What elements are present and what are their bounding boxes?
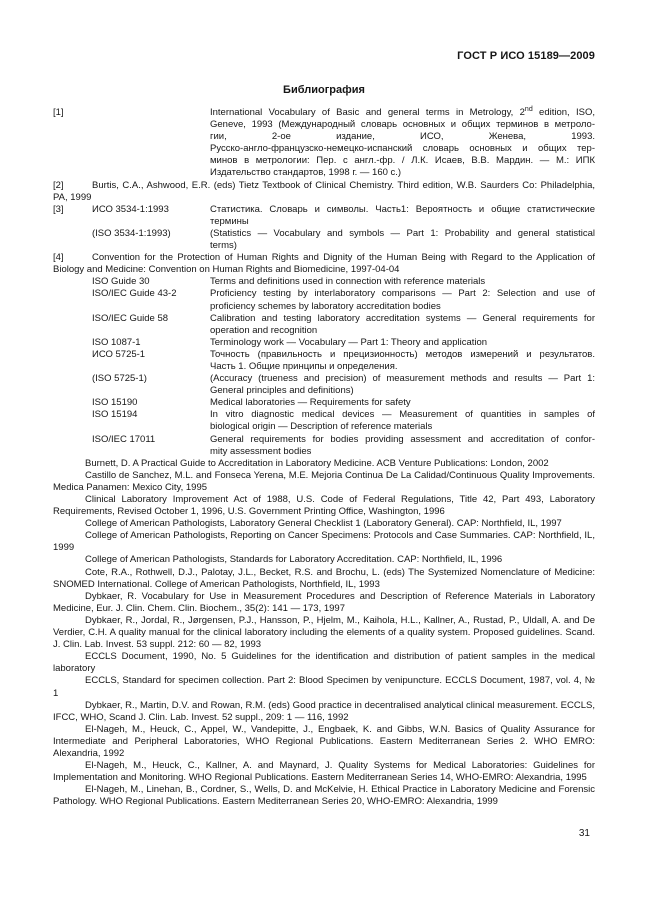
reference-number [53, 409, 92, 433]
reference-paragraph: Dybkaer, R., Jordal, R., Jørgensen, P.J., Hansson, P., Hjelm, M., Kaihola, H.L., Kallner, A., Rustad, P., Uldall, A. and De Verdier, C.H. A quality manual for the clinical laboratory including the elements of a quality system. Proposed guidelines. Scand. J. Clin. Lab. Invest. 53 suppl. 212: 60 — 82, 1993 [53, 614, 595, 651]
reference-description [210, 204, 595, 228]
reference-line: In vitro diagnostic medical devices — Measurement of quantities in samples of [210, 409, 595, 421]
reference-row [53, 107, 595, 180]
reference-code: ИСО 5725-1 [92, 348, 146, 360]
reference-row [53, 434, 595, 458]
reference-paragraph: Cote, R.A., Rothwell, D.J., Palotay, J.L., Becket, R.S. and Brochu, L. (eds) The Systemized Nomenclature of Medicine: SNOMED International. College of American Pathologists, Northfield, IL, 1993 [53, 566, 595, 590]
reference-code: ISO 15190 [92, 397, 138, 409]
reference-row [53, 409, 595, 433]
reference-line: terms) [210, 240, 237, 252]
reference-number: [4] [53, 252, 64, 264]
reference-paragraph: Dybkaer, R. Vocabulary for Use in Measurement Procedures and Description of Reference Materials in Laboratory Medicine, Eur. J. Clin. Chem. Clin. Biochem., 35(2): 141 — 173, 1997 [53, 590, 595, 614]
reference-number [53, 373, 92, 397]
reference-number [53, 397, 92, 409]
reference-line: operation and recognition [210, 324, 318, 336]
reference-line: минов в метрологии: Пер. с англ.-фр. / Л.К. Исаев, В.В. Мардин. — М.: ИПК [210, 155, 595, 167]
bibliography-list [53, 107, 595, 808]
reference-paragraph: Dybkaer, R., Martin, D.V. and Rowan, R.M. (eds) Good practice in decentralised analytical clinical measurement. ECCLS, IFCC, WHO, Scand J. Clin. Lab. Invest. 52 suppl., 209: 1 — 116, 1992 [53, 699, 595, 723]
reference-number [53, 228, 92, 252]
reference-code: ISO 15194 [92, 409, 138, 421]
reference-number: [1] [53, 107, 64, 118]
reference-paragraph: Burnett, D. A Practical Guide to Accreditation in Laboratory Medicine. ACB Venture Publications: London, 2002 [85, 457, 549, 469]
reference-code: ИСО 3534-1:1993 [92, 203, 169, 215]
reference-paragraph: [4] Convention for the Protection of Human Rights and Dignity of the Human Being with Regard to the Application of Biology and Medicine: Convention on Human Rights and Biomedicine, 1997-04-04 [53, 252, 595, 276]
reference-description [210, 434, 595, 458]
reference-number [53, 349, 92, 373]
reference-line: (Statistics — Vocabulary and symbols — Part 1: Probability and general statistical [210, 227, 595, 239]
reference-paragraph: ECCLS, Standard for specimen collection. Part 2: Blood Specimen by venipuncture. ECCLS Document, 1987, vol. 4, № 1 [53, 675, 595, 699]
reference-row [53, 313, 595, 337]
reference-code: ISO/IEC Guide 43-2 [92, 288, 177, 300]
reference-code [92, 107, 210, 180]
reference-description [210, 409, 595, 433]
reference-row [53, 349, 595, 373]
reference-line: biological origin — Description of reference materials [210, 421, 433, 433]
reference-paragraph: El-Nageh, M., Heuck, C., Kallner, A. and Maynard, J. Quality Systems for Medical Laboratories: Guidelines for Implementation and Monitoring. WHO Regional Publications. Eastern Mediterranean Series 14, WHO-EMRO: Alexandria, 1995 [53, 760, 595, 784]
reference-paragraph: Castillo de Sanchez, M.L. and Fonseca Yerena, M.E. Mejoria Continua De La Calidad/Continuous Quality Improvements. Medica Panamen: Mexico City, 1995 [53, 469, 595, 493]
reference-paragraph: El-Nageh, M., Heuck, C., Appel, W., Vandepitte, J., Engbaek, K. and Gibbs, W.N. Basics of Quality Assurance for Intermediate and Peripheral Laboratories, WHO Regional Publications. Eastern Mediterranean Series 2. WHO EMRO: Alexandria, 1992 [53, 723, 595, 759]
reference-number [53, 337, 92, 349]
superscript-text: nd [524, 105, 533, 113]
reference-line: Часть 1. Общие принципы и определения. [210, 360, 398, 372]
reference-paragraph: College of American Pathologists, Reporting on Cancer Specimens: Protocols and Case Summaries. CAP: Northfield, IL, 1999 [53, 530, 595, 554]
reference-description [210, 337, 595, 349]
reference-row [53, 288, 595, 312]
reference-code: (ISO 3534-1:1993) [92, 227, 171, 239]
reference-description [210, 228, 595, 252]
reference-line: Proficiency testing by interlaboratory comparisons — Part 2: Selection and use of [210, 288, 595, 300]
reference-line: International Vocabulary of Basic and general terms in Metrology, 2nd edition, ISO, [210, 105, 595, 118]
reference-description [210, 349, 595, 373]
reference-paragraph: ECCLS Document, 1990, No. 5 Guidelines for the identification and distribution of patient samples in the medical laboratory [53, 651, 595, 675]
reference-line: Издательство стандартов, 1998 г. — 160 с.) [210, 167, 402, 179]
reference-number [53, 276, 92, 288]
reference-line: proficiency schemes by laboratory accreditation bodies [210, 300, 441, 312]
reference-number [53, 288, 92, 312]
reference-description [210, 373, 595, 397]
reference-paragraph: College of American Pathologists, Laboratory General Checklist 1 (Laboratory General). CAP: Northfield, IL, 1997 [85, 518, 562, 530]
reference-line: General principles and definitions) [210, 385, 354, 397]
reference-description [210, 288, 595, 312]
reference-line: Статистика. Словарь и символы. Часть1: Вероятность и общие статистические [210, 203, 595, 215]
reference-code: (ISO 5725-1) [92, 373, 147, 385]
reference-line: Geneve, 1993 (Международный словарь основных и общих терминов в метроло- [210, 119, 595, 131]
page-number: 31 [578, 828, 590, 839]
page-title: Библиография [283, 84, 365, 96]
reference-line: General requirements for bodies providing assessment and accreditation of confor- [210, 433, 595, 445]
reference-code: ISO Guide 30 [92, 276, 150, 288]
reference-line: Terminology work — Vocabulary — Part 1: Theory and application [210, 336, 488, 348]
reference-number [53, 434, 92, 458]
reference-line: Medical laboratories — Requirements for safety [210, 397, 411, 409]
reference-description [210, 107, 595, 180]
reference-paragraph: Clinical Laboratory Improvement Act of 1988, U.S. Code of Federal Regulations, Title 42, Part 493, Laboratory Requirements, Revised October 1, 1996, U.S. Government Printing Office, Washington, 1996 [53, 494, 595, 518]
reference-line: Calibration and testing laboratory accreditation systems — General requirements for [210, 312, 595, 324]
reference-number [53, 313, 92, 337]
reference-code: ISO 1087-1 [92, 336, 141, 348]
reference-description [210, 276, 595, 288]
reference-row [53, 397, 595, 409]
reference-row [53, 337, 595, 349]
reference-paragraph: [2] Burtis, C.A., Ashwood, E.R. (eds) Tietz Textbook of Clinical Chemistry. Third edition, W.B. Saurders Co: Philadelphia, PA, 1999 [53, 179, 595, 203]
reference-line: Точность (правильность и прецизионность) методов измерений и результатов. [210, 348, 595, 360]
reference-row [53, 276, 595, 288]
reference-code: ISO/IEC Guide 58 [92, 312, 169, 324]
reference-paragraph: El-Nageh, M., Linehan, B., Cordner, S., Wells, D. and McKelvie, H. Ethical Practice in Laboratory Medicine and Forensic Pathology. WHO Regional Publications. Eastern Mediterranean Series 20, WHO-EMRO: Alexandria, 1999 [53, 784, 595, 808]
reference-number: [3] [53, 203, 64, 215]
reference-number: [2] [53, 179, 64, 191]
reference-paragraph: College of American Pathologists, Standards for Laboratory Accreditation. CAP: Northfield, IL, 1996 [85, 554, 503, 566]
reference-line: Terms and definitions used in connection with reference materials [210, 276, 486, 288]
reference-row [53, 204, 595, 228]
header-standard-number: ГОСТ Р ИСО 15189—2009 [457, 50, 595, 62]
reference-line: термины [210, 215, 249, 227]
reference-line: mity assessment bodies [210, 445, 312, 457]
reference-line: гии, 2-ое издание, ИСО, Женева, 1993. [210, 131, 595, 143]
reference-code: ISO/IEC 17011 [92, 433, 156, 445]
reference-row [53, 373, 595, 397]
reference-line: (Accuracy (trueness and precision) of measurement methods and results — Part 1: [210, 373, 595, 385]
reference-description [210, 397, 595, 409]
reference-line: Русско-англо-французско-немецко-испанский словарь основных и общих тер- [210, 143, 595, 155]
reference-row [53, 228, 595, 252]
reference-description [210, 313, 595, 337]
